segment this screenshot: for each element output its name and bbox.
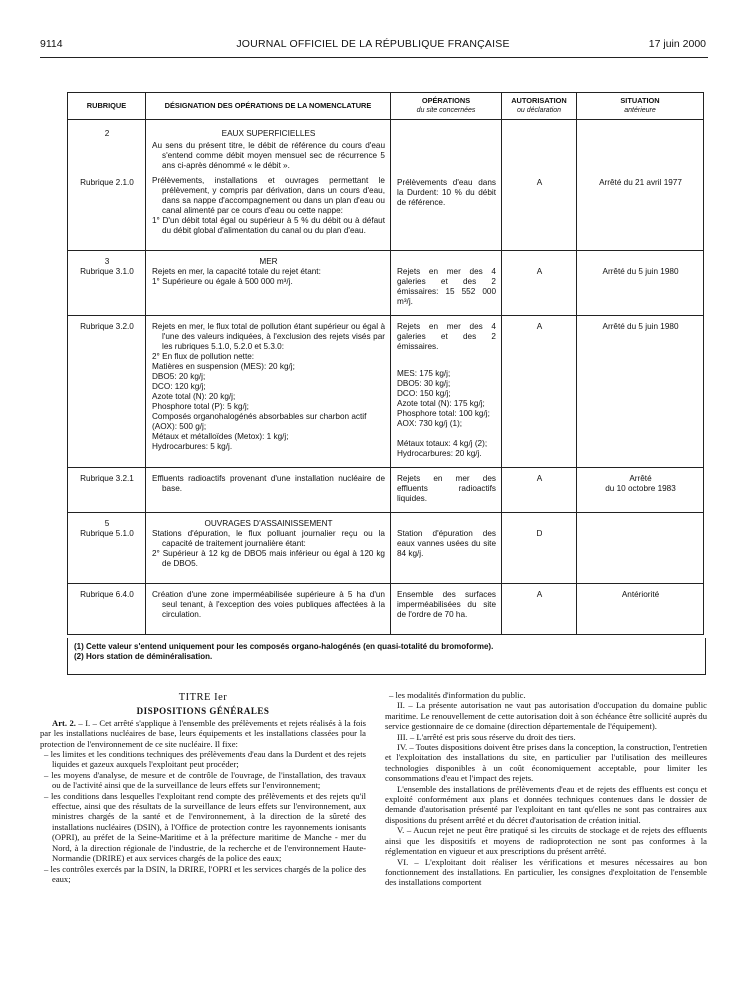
section-title: EAUX SUPERFICIELLES: [221, 129, 316, 138]
pollution-item: Azote total (N): 20 kg/j;: [152, 392, 236, 401]
rubrique-cell: [68, 468, 146, 513]
autorisation-value: A: [536, 322, 543, 331]
col-header-designation: DÉSIGNATION DES OPÉRATIONS DE LA NOMENCLATURE: [146, 93, 391, 120]
situation-cell: [577, 468, 704, 513]
page-header: [40, 38, 706, 52]
measured-item: Métaux totaux: 4 kg/j (2);: [397, 439, 488, 448]
col-header-rubrique: RUBRIQUE: [68, 93, 146, 120]
rubrique-code: Rubrique 2.1.0: [80, 178, 134, 187]
designation-subitem: 1° Supérieure ou égale à 500 000 m³/j.: [152, 277, 293, 286]
list-item: – les conditions dans lesquelles l'exploitant rend compte des prélèvements et des rejets qu'il effectue, ainsi que des résultats de la surveillance de leurs effets sur l'environnement, aux ministres chargés de la santé et de l'environnement, à la direction de la sûreté des installations nucléaires (DSIN), à l'Office de protection contre les rayonnements ionisants (OPRI), au préfet de la Seine-Maritime et à la préfecture maritime de Manche - mer du Nord, à la direction régionale de l'industrie, de la recherche et de l'environnement Haute-Normandie (DRIRE) et aux services chargés de la police des eaux;: [44, 790, 366, 864]
table-row: [68, 513, 704, 584]
operations-text: Prélèvements d'eau dans la Durdent: 10 % du débit de référence.: [397, 178, 496, 207]
autorisation-value: D: [536, 529, 543, 538]
pollution-item: Phosphore total (P): 5 kg/j;: [152, 402, 249, 411]
pollution-list: [152, 352, 385, 452]
table-row: [68, 584, 704, 635]
rubrique-cell: [68, 316, 146, 468]
rubrique-code: Rubrique 5.1.0: [80, 529, 134, 538]
situation-value: Arrêté: [629, 474, 652, 483]
operations-text: Rejets en mer des 4 galeries et des 2 émissaires: 15 552 000 m³/j.: [397, 267, 496, 306]
section-number: 5: [104, 519, 110, 528]
designation-cell: [146, 584, 391, 635]
operations-label: OPÉRATIONS: [421, 96, 471, 105]
designation-text: Création d'une zone imperméabilisée supérieure à 5 ha d'un seul tenant, à l'exception des voies publiques affectées à la circulation.: [152, 590, 385, 619]
operations-cell: [391, 468, 502, 513]
designation-intro: Au sens du présent titre, le débit de référence du cours d'eau s'entend comme débit moyen mensuel sec de récurrence 5 ans ci-après dénommé « le débit ».: [152, 141, 385, 170]
header-rule: [40, 57, 708, 58]
section-number: 2: [104, 129, 110, 138]
autorisation-cell: [502, 316, 577, 468]
designation-text: Effluents radioactifs provenant d'une installation nucléaire de base.: [152, 474, 385, 493]
situation-label: SITUATION: [620, 96, 660, 105]
situation-cell: [577, 251, 704, 316]
pollution-item: Matières en suspension (MES): 20 kg/j;: [152, 362, 295, 371]
section-heading: DISPOSITIONS GÉNÉRALES: [136, 706, 270, 717]
issue-date: 17 juin 2000: [648, 38, 706, 50]
left-column: [40, 690, 366, 884]
situation-cell: [577, 513, 704, 584]
situation-value: Arrêté du 5 juin 1980: [602, 322, 679, 331]
designation-cell: [146, 120, 391, 251]
table-row: [68, 251, 704, 316]
col-header-operations: [391, 93, 502, 120]
footnote: (2) Hors station de déminéralisation.: [74, 652, 213, 661]
designation-cell: [146, 316, 391, 468]
journal-title: JOURNAL OFFICIEL DE LA RÉPUBLIQUE FRANÇAISE: [236, 38, 510, 50]
right-column: [385, 690, 707, 888]
article-text: – I. – Cet arrêté s'applique à l'ensemble des prélèvements et rejets réalisés à la fois par les installations nucléaires de base, leurs équipements et les installations classées pour la protection de l'environnement de ce site nucléaire. Il fixe:: [40, 717, 366, 749]
section-title: MER: [259, 257, 278, 266]
operations-cell: [391, 120, 502, 251]
paragraph: III. – L'arrêté est pris sous réserve du droit des tiers.: [397, 731, 576, 742]
measured-item: [397, 429, 496, 439]
measured-item: Azote total (N): 175 kg/j;: [397, 399, 485, 408]
operations-text: Rejets en mer des effluents radioactifs liquides.: [397, 474, 496, 503]
rubrique-code: Rubrique 3.2.0: [80, 322, 134, 331]
situation-value: Arrêté du 5 juin 1980: [602, 267, 679, 276]
autorisation-cell: [502, 584, 577, 635]
section-title: OUVRAGES D'ASSAINISSEMENT: [204, 519, 333, 528]
situation-cell: [577, 316, 704, 468]
autorisation-label: AUTORISATION: [511, 96, 567, 105]
page-number: 9114: [40, 38, 63, 50]
col-header-situation: [577, 93, 704, 120]
paragraph: V. – Aucun rejet ne peut être pratiqué si les circuits de stockage et de rejets des effluents ainsi que les dispositifs et moyens de radioprotection ne sont pas conformes à la réglementation en vigueur et aux prescriptions du présent arrêté.: [385, 825, 707, 857]
autorisation-value: A: [536, 178, 543, 187]
rubrique-code: Rubrique 6.4.0: [80, 590, 134, 599]
designation-cell: [146, 468, 391, 513]
designation-text: Rejets en mer, la capacité totale du rejet étant:: [152, 267, 321, 276]
autorisation-value: A: [536, 267, 543, 276]
measured-item: Phosphore total: 100 kg/j;: [397, 409, 490, 418]
pollution-item: DCO: 120 kg/j;: [152, 382, 206, 391]
measured-item: AOX: 730 kg/j (1);: [397, 419, 463, 428]
paragraph: L'ensemble des installations de prélèvements d'eau et de rejets des effluents est conçu et exploité conformément aux plans et données techniques contenues dans le dossier de demande d'autorisation présenté par l'exploitant en tant qu'elles ne sont pas contraires aux dispositions du présent arrêté et du décret d'autorisation de création initial.: [385, 783, 707, 825]
table-row: [68, 468, 704, 513]
pollution-item: 2° En flux de pollution nette:: [152, 352, 255, 361]
pollution-item: Métaux et métalloïdes (Metox): 1 kg/j;: [152, 432, 289, 441]
situation-date: du 10 octobre 1983: [605, 484, 676, 493]
titre-heading: TITRE Ier: [178, 692, 228, 703]
rubrique-code: Rubrique 3.1.0: [80, 267, 134, 276]
situation-value: Arrêté du 21 avril 1977: [599, 178, 682, 187]
measured-item: DCO: 150 kg/j;: [397, 389, 451, 398]
autorisation-cell: [502, 120, 577, 251]
autorisation-cell: [502, 468, 577, 513]
autorisation-sublabel: ou déclaration: [517, 106, 561, 114]
rubrique-cell: [68, 513, 146, 584]
designation-text: Stations d'épuration, le flux polluant journalier reçu ou la capacité de traitement journalière étant:: [152, 529, 385, 548]
situation-cell: [577, 584, 704, 635]
operations-text: Station d'épuration des eaux vannes usées du site 84 kg/j.: [397, 529, 496, 558]
operations-cell: [391, 584, 502, 635]
operations-text: Rejets en mer des 4 galeries et des 2 émissaires.: [397, 322, 496, 351]
pollution-item: Hydrocarbures: 5 kg/j.: [152, 442, 233, 451]
situation-sublabel: antérieure: [624, 106, 656, 114]
list-item: – les moyens d'analyse, de mesure et de contrôle de l'ouvrage, de l'installation, des travaux ou de l'activité ainsi que de la surveillance de leurs effets sur l'environnement;: [44, 769, 366, 791]
designation-subitem: 2° Supérieur à 12 kg de DBO5 mais inférieur ou égal à 120 kg de DBO5.: [152, 549, 385, 568]
rubrique-cell: [68, 251, 146, 316]
table-header-row: [68, 93, 704, 120]
rubrique-code: Rubrique 3.2.1: [80, 474, 134, 483]
designation-text: Rejets en mer, le flux total de pollution étant supérieur ou égal à l'une des valeurs indiquées, à l'exclusion des rejets visés par les rubriques 5.1.0, 5.2.0 et 5.3.0:: [152, 322, 385, 351]
measured-list: [397, 369, 496, 459]
rubrique-cell: [68, 120, 146, 251]
autorisation-cell: [502, 251, 577, 316]
operations-cell: [391, 251, 502, 316]
table-row: [68, 120, 704, 251]
operations-text: Ensemble des surfaces imperméabilisées du site de l'ordre de 70 ha.: [397, 590, 496, 619]
measured-item: Hydrocarbures: 20 kg/j.: [397, 449, 482, 458]
paragraph: VI. – L'exploitant doit réaliser les vérifications et mesures nécessaires au bon fonctionnement des installations. En particulier, les consignes d'exploitation de l'ensemble des installations comportent: [385, 856, 707, 888]
list-item: – les contrôles exercés par la DSIN, la DRIRE, l'OPRI et les services chargés de la police des eaux;: [44, 863, 366, 884]
pollution-item: DBO5: 20 kg/j;: [152, 372, 206, 381]
table-row: [68, 316, 704, 468]
measured-item: DBO5: 30 kg/j;: [397, 379, 451, 388]
autorisation-value: A: [536, 590, 543, 599]
pollution-item: Composés organohalogénés absorbables sur charbon actif (AOX): 500 g/j;: [152, 412, 367, 431]
autorisation-cell: [502, 513, 577, 584]
nomenclature-table: [67, 92, 704, 635]
article-paragraph: [40, 718, 366, 749]
operations-cell: [391, 316, 502, 468]
list-item: – les modalités d'information du public.: [389, 690, 526, 700]
operations-cell: [391, 513, 502, 584]
autorisation-value: A: [536, 474, 543, 483]
table-footnotes: [67, 638, 706, 675]
article-label: Art. 2.: [52, 717, 76, 728]
list-item: – les limites et les conditions techniques des prélèvements d'eau dans la Durdent et des rejets liquides et gazeux auxquels l'exploitant peut procéder;: [44, 749, 366, 770]
rubrique-cell: [68, 584, 146, 635]
col-header-autorisation: [502, 93, 577, 120]
paragraph: IV. – Toutes dispositions doivent être prises dans la conception, la construction, l'entretien et l'exploitation des installations du site, en particulier par l'utilisation des meilleures technologies disponibles à un coût économiquement acceptable, pour limiter les consommations d'eau et l'impact des rejets.: [385, 742, 707, 784]
designation-cell: [146, 513, 391, 584]
section-number: 3: [104, 257, 110, 266]
footnote: (1) Cette valeur s'entend uniquement pour les composés organo-halogénés (en quasi-totalité du bromoforme).: [74, 642, 494, 651]
paragraph: II. – La présente autorisation ne vaut pas autorisation d'occupation du domaine public maritime. Le renouvellement de cette autorisation doit à son échéance être sollicité auprès du service gestionnaire de ce domaine (direction départementale de l'équipement).: [385, 700, 707, 732]
operations-sublabel: du site concernées: [416, 106, 476, 114]
designation-text: Prélèvements, installations et ouvrages permettant le prélèvement, y compris par dérivation, dans un cours d'eau, dans sa nappe d'accompagnement ou dans un plan d'eau ou canal alimenté par ce cours d'eau ou cette nappe:: [152, 176, 385, 215]
designation-cell: [146, 251, 391, 316]
designation-subitem: 1° D'un débit total égal ou supérieur à 5 % du débit ou à défaut du débit global d'alimentation du canal ou du plan d'eau.: [152, 216, 385, 235]
situation-cell: [577, 120, 704, 251]
measured-item: MES: 175 kg/j;: [397, 369, 451, 378]
situation-value: [577, 513, 703, 537]
situation-value: Antériorité: [621, 590, 660, 599]
